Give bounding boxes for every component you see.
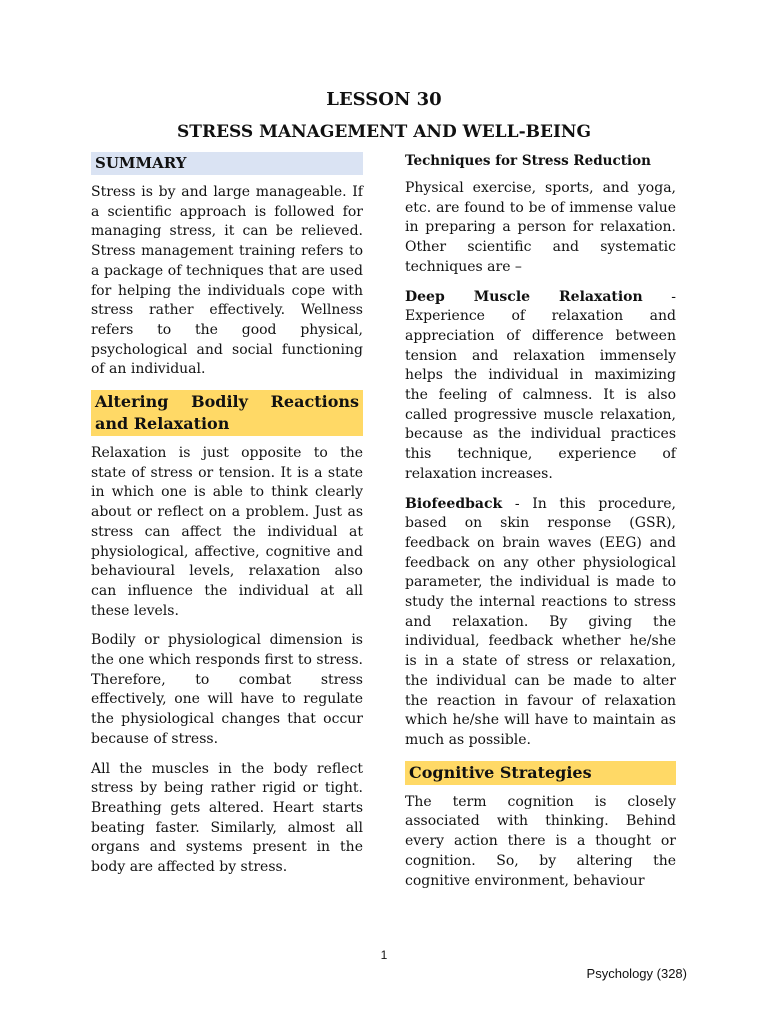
page-number: 1 bbox=[380, 948, 388, 962]
chapter-title: STRESS MANAGEMENT AND WELL-BEING bbox=[177, 122, 591, 142]
paragraph-physiological-dimension: Bodily or physiological dimension is the one which responds first to stress. Therefore, to combat stress effectively, one will have to regulate the physiological changes that occur because of stress. bbox=[91, 632, 363, 747]
deep-muscle-relaxation-paragraph bbox=[405, 288, 676, 485]
section-heading-bodily-reactions: Altering Bodily Reactions and Relaxation bbox=[91, 390, 363, 436]
techniques-intro: Physical exercise, sports, and yoga, etc. are found to be of immense value in preparing a person for relaxation. Other scientific and systematic techniques are – bbox=[405, 180, 676, 275]
cognitive-paragraph: The term cognition is closely associated with thinking. Behind every action there is a thought or cognition. So, by altering the cognitive environment, behaviour bbox=[405, 793, 676, 889]
paragraph-relaxation: Relaxation is just opposite to the state of stress or tension. It is a state in which one is able to think clearly about or reflect on a problem. Just as stress can affect the individual at physiological, affective, cognitive and behavioural levels, relaxation also can influence the individual at all these levels. bbox=[91, 445, 363, 619]
section-heading-cognitive-strategies: Cognitive Strategies bbox=[405, 761, 676, 785]
deep-muscle-relaxation-text: - Experience of relaxation and appreciation of difference between tension and relaxation immensely helps the individual in maximizing the feeling of calmness. It is also called progressive muscle relaxation, because as the individual practices this technique, experience of relaxation increases. bbox=[405, 288, 677, 482]
summary-paragraph: Stress is by and large manageable. If a scientific approach is followed for managing stress, it can be relieved. Stress management training refers to a package of techniques that are used for helping the individuals cope with stress rather effectively. Wellness refers to the good physical, psychological and social functioning of an individual. bbox=[91, 184, 363, 378]
course-footer: Psychology (328) bbox=[586, 966, 687, 981]
techniques-heading: Techniques for Stress Reduction bbox=[405, 153, 651, 169]
biofeedback-term: Biofeedback bbox=[405, 495, 503, 512]
right-column bbox=[405, 152, 676, 901]
left-column bbox=[91, 152, 363, 888]
paragraph-muscles: All the muscles in the body reflect stress by being rather rigid or tight. Breathing gets altered. Heart starts beating faster. Similarly, almost all organs and systems present in the body are affected by stress. bbox=[91, 760, 363, 876]
lesson-number: LESSON 30 bbox=[326, 89, 442, 110]
biofeedback-paragraph bbox=[405, 495, 676, 751]
summary-heading: SUMMARY bbox=[91, 152, 363, 175]
biofeedback-text: - In this procedure, based on skin response (GSR), feedback on brain waves (EEG) and feedback on any other physiological parameter, the individual is made to study the internal reactions to stress and relaxation. By giving the individual, feedback whether he/she is in a state of stress or relaxation, the individual can be made to alter the reaction in favour of relaxation which he/she will have to maintain as much as possible. bbox=[405, 495, 676, 748]
deep-muscle-relaxation-term: Deep Muscle Relaxation bbox=[405, 288, 643, 305]
